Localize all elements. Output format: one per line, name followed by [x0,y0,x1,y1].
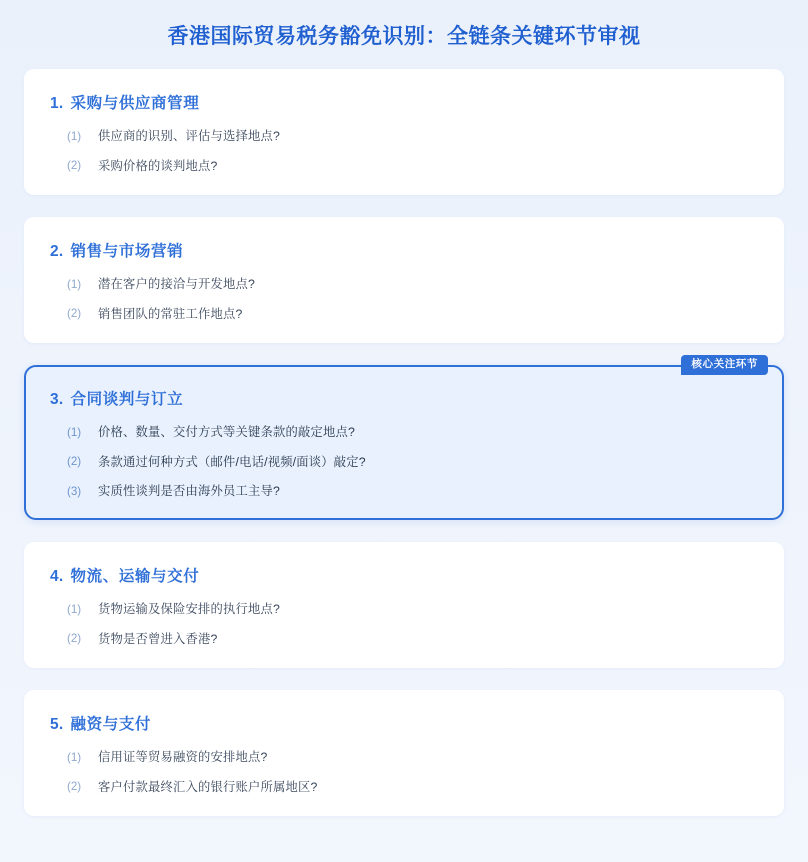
question-list [50,748,758,796]
item-text: 客户付款最终汇入的银行账户所属地区? [98,779,318,794]
section-title: 物流、运输与交付 [70,568,200,586]
list-item [67,453,758,471]
section-number: 3. [50,391,64,409]
item-index: (1) [67,602,82,616]
item-index: (2) [67,780,82,794]
list-item [67,600,758,618]
list-item [67,778,758,796]
item-text: 潜在客户的接洽与开发地点? [98,277,256,292]
item-text: 条款通过何种方式（邮件/电话/视频/面谈）敲定? [98,454,366,469]
item-index: (2) [67,307,82,321]
section-card-1 [24,69,784,195]
item-text: 信用证等贸易融资的安排地点? [98,750,268,765]
list-item [67,127,758,145]
question-list [50,275,758,323]
item-index: (1) [67,277,82,291]
section-title: 合同谈判与订立 [70,391,184,409]
question-list [50,423,758,500]
list-item [67,630,758,648]
section-heading [50,712,758,734]
section-heading [50,387,758,409]
item-index: (2) [67,632,82,646]
item-text: 货物是否曾进入香港? [98,631,218,646]
section-card-5 [24,690,784,816]
section-heading [50,239,758,261]
section-heading [50,91,758,113]
page-title: 香港国际贸易税务豁免识别：全链条关键环节审视 [167,25,641,48]
list-item [67,275,758,293]
item-text: 采购价格的谈判地点? [98,158,218,173]
section-number: 4. [50,568,64,586]
list-item [67,423,758,441]
section-card-4 [24,542,784,668]
item-text: 销售团队的常驻工作地点? [98,306,243,321]
section-card-3-highlighted [24,358,784,520]
list-item [67,482,758,500]
item-text: 货物运输及保险安排的执行地点? [98,602,280,617]
section-title: 融资与支付 [70,716,152,734]
item-index: (1) [67,425,82,439]
list-item [67,305,758,323]
item-index: (3) [67,484,82,498]
item-index: (1) [67,750,82,764]
list-item [67,748,758,766]
item-text: 价格、数量、交付方式等关键条款的敲定地点? [98,425,355,440]
section-heading [50,564,758,586]
section-card-2 [24,217,784,343]
section-number: 2. [50,243,64,261]
section-title: 销售与市场营销 [70,243,184,261]
question-list [50,600,758,648]
status-badge: 核心关注环节 [681,355,768,375]
section-number: 5. [50,716,64,734]
item-index: (2) [67,455,82,469]
item-index: (2) [67,159,82,173]
list-item [67,157,758,175]
section-number: 1. [50,95,64,113]
question-list [50,127,758,175]
section-card-list [0,69,808,816]
item-index: (1) [67,129,82,143]
page-header [0,0,808,69]
item-text: 实质性谈判是否由海外员工主导? [98,484,280,499]
item-text: 供应商的识别、评估与选择地点? [98,129,280,144]
section-title: 采购与供应商管理 [70,95,200,113]
